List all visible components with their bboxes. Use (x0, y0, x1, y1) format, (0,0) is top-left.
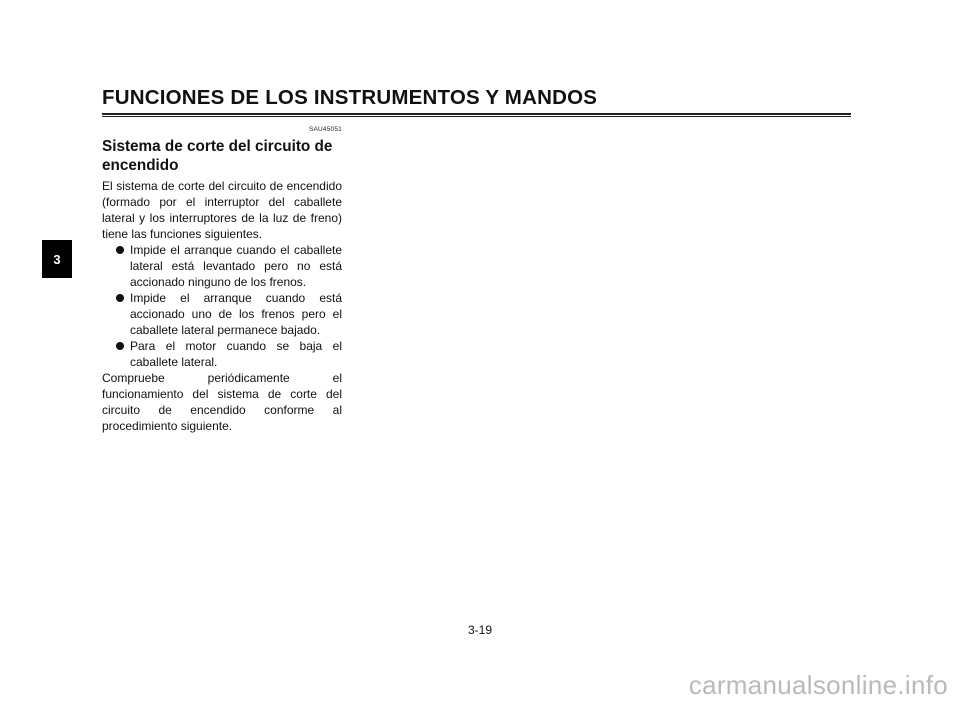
page-number: 3-19 (467, 623, 493, 637)
section-title: Sistema de corte del circuito de encendido (102, 138, 333, 174)
function-list (102, 242, 342, 370)
watermark: carmanualsonline.info (688, 670, 948, 700)
bullet-icon (116, 342, 124, 350)
list-item-text: Para el motor cuando se baja el caballete lateral. (130, 339, 342, 369)
chapter-tab: 3 (42, 240, 72, 278)
header-rule (102, 113, 851, 117)
intro-paragraph: El sistema de corte del circuito de encendido (formado por el interruptor del caballete lateral y los interruptores de la luz de freno) tiene las funciones siguientes. (102, 179, 342, 241)
section-code: SAU45051 (308, 126, 342, 133)
list-item (102, 242, 342, 290)
list-item-text: Impide el arranque cuando el caballete lateral está levantado pero no está accionado ninguno de los frenos. (130, 243, 342, 289)
list-item-text: Impide el arranque cuando está accionado uno de los frenos pero el caballete lateral permanece bajado. (130, 291, 342, 337)
closing-paragraph: Compruebe periódicamente el funcionamiento del sistema de corte del circuito de encendido conforme al procedimiento siguiente. (102, 371, 342, 433)
list-item (102, 290, 342, 338)
bullet-icon (116, 294, 124, 302)
list-item (102, 338, 342, 370)
main-column (102, 123, 342, 434)
bullet-icon (116, 246, 124, 254)
page-header-title: FUNCIONES DE LOS INSTRUMENTOS Y MANDOS (102, 86, 598, 109)
